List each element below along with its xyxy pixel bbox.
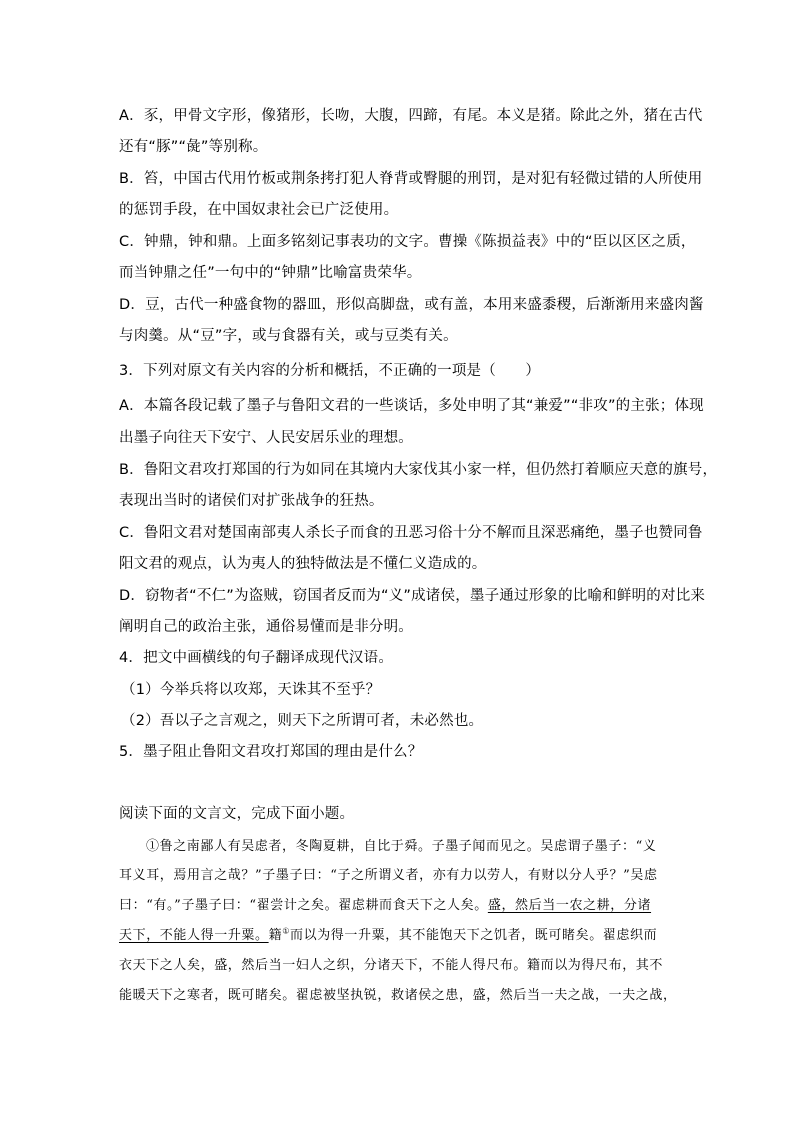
q2-option-d-line1: D．豆，古代一种盛食物的器皿，形似高脚盘，或有盖，本用来盛黍稷，后渐渐用来盛肉酱 [119, 297, 704, 313]
q2-option-b-line1: B．笞，中国古代用竹板或荆条拷打犯人脊背或臀腿的刑罚，是对犯有轻微过错的人所使用 [119, 171, 703, 187]
q3-option-a-line2: 出墨子向往天下安宁、人民安居乐业的理想。 [119, 430, 413, 446]
q2-option-a-line1: A．豕，甲骨文字形，像猪形，长吻，大腹，四蹄，有尾。本义是猪。除此之外，猪在古代 [119, 108, 703, 124]
reading-intro: 阅读下面的文言文，完成下面小题。 [119, 806, 355, 822]
passage-line-5: 衣天下之人矣，盛，然后当一妇人之织，分诸天下，不能人得尺布。籍而以为得尺布，其不 [119, 958, 664, 973]
underlined-sentence-part-1: 盛，然后当一农之耕，分诸 [487, 898, 652, 913]
q3-option-d-line2: 阐明自己的政治主张，通俗易懂而是非分明。 [119, 619, 413, 635]
passage-line-4-text: 而以为得一升粟，其不能饱天下之饥者，既可睹矣。翟虑织而 [290, 928, 658, 943]
underlined-sentence-part-2: 天下，不能人得一升粟。 [119, 928, 269, 943]
q4-item-1: （1）今举兵将以攻郑，天诛其不至乎？ [121, 682, 381, 698]
question-4-stem: 4．把文中画横线的句子翻译成现代汉语。 [119, 650, 394, 666]
passage-line-3 [119, 894, 651, 913]
question-5-stem: 5．墨子阻止鲁阳文君攻打郑国的理由是什么？ [119, 744, 423, 760]
q2-option-c-line1: C．钟鼎，钟和鼎。上面多铭刻记事表功的文字。曹操《陈损益表》中的“臣以区区之质， [119, 234, 696, 250]
annotated-word: 籍 [268, 928, 283, 943]
q3-option-c-line2: 阳文君的观点，认为夷人的独特做法是不懂仁义造成的。 [119, 556, 487, 572]
q3-option-c-line1: C．鲁阳文君对楚国南部夷人杀长子而食的丑恶习俗十分不解而且深恶痛绝，墨子也赞同鲁 [119, 525, 703, 541]
q2-option-a-line2: 还有“豚”“彘”等别称。 [119, 139, 268, 155]
q3-option-b-line1: B．鲁阳文君攻打郑国的行为如同在其境内大家伐其小家一样，但仍然打着顺应天意的旗号， [119, 462, 718, 478]
passage-line-2: 耳义耳，焉用言之哉？”子墨子曰：“子之所谓义者，亦有力以劳人，有财以分人乎？”吴虑 [119, 868, 658, 883]
q3-option-d-line1: D．窃物者“不仁”为盗贼，窃国者反而为“义”成诸侯，墨子通过形象的比喻和鲜明的对比来 [119, 588, 706, 604]
q3-option-b-line2: 表现出当时的诸侯们对扩张战争的狂热。 [119, 493, 384, 509]
passage-line-4 [119, 924, 657, 943]
passage-line-6: 能暖天下之寒者，既可睹矣。翟虑被坚执锐，救诸侯之患，盛，然后当一夫之战，一夫之战， [119, 988, 677, 1003]
q2-option-d-line2: 与肉羹。从“豆”字，或与食器有关，或与豆类有关。 [119, 328, 458, 344]
q2-option-b-line2: 的惩罚手段，在中国奴隶社会已广泛使用。 [119, 202, 399, 218]
q4-item-2: （2）吾以子之言观之，则天下之所谓可者，未必然也。 [121, 713, 484, 729]
q3-option-a-line1: A．本篇各段记载了墨子与鲁阳文君的一些谈话，多处申明了其“兼爱”“非攻”的主张；体现 [119, 398, 704, 414]
footnote-marker: ① [282, 926, 290, 936]
q2-option-c-line2: 而当钟鼎之任”一句中的“钟鼎”比喻富贵荣华。 [119, 265, 422, 281]
question-3-stem: 3．下列对原文有关内容的分析和概括，不正确的一项是（ ） [119, 363, 541, 379]
passage-line-1: ①鲁之南鄙人有吴虑者，冬陶夏耕，自比于舜。子墨子闻而见之。吴虑谓子墨子：“义 [146, 839, 657, 854]
passage-line-3-text: 曰：“有。”子墨子曰：“翟尝计之矣。翟虑耕而食天下之人矣。 [119, 898, 488, 913]
